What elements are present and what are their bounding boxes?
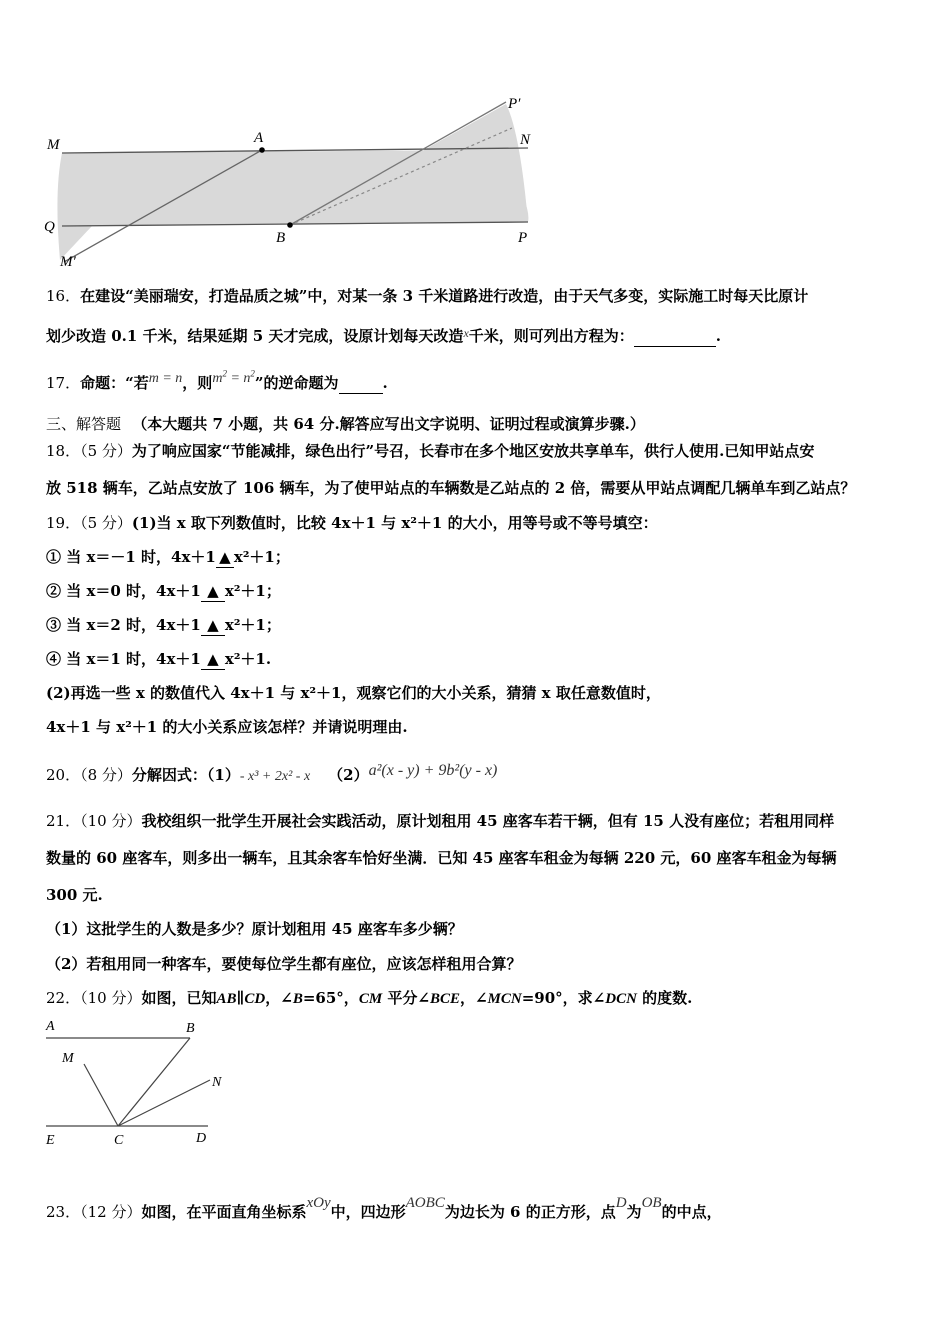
- q20-label: 分解因式：: [131, 766, 207, 784]
- q21-sub1-text: （1）这批学生的人数是多少？原计划租用 45 座客车多少辆？: [46, 920, 463, 938]
- q21-text-3: 300 元.: [46, 886, 103, 904]
- q23-math-aobc: AOBC: [405, 1195, 445, 1211]
- q17-end: .: [382, 374, 388, 392]
- label-n: N: [212, 1075, 222, 1090]
- q23-score: （12 分）: [80, 1203, 142, 1221]
- q22-score: （10 分）: [80, 989, 142, 1007]
- q21-text-1: 我校组织一批学生开展社会实践活动，原计划租用 45 座客车若干辆，但有 15 人没有座位；若租用同样: [141, 812, 835, 830]
- label-q: Q: [44, 219, 55, 235]
- q23-math-ob: OB: [641, 1195, 662, 1211]
- label-a: A: [254, 130, 264, 146]
- q20-expr2: a²(x - y) + 9b²(y - x): [368, 762, 498, 779]
- q16-line1: [46, 286, 910, 306]
- q23-line: 23．（12 分）如图，在平面直角坐标系xOy中，四边形AOBC为边长为 6 的正方形，点D为OB的中点，: [46, 1195, 722, 1221]
- q16-text-2b: 千米，则可列出方程为：: [468, 327, 634, 345]
- q19-blank-1[interactable]: ▲: [216, 547, 234, 568]
- q16-text-2a: 划少改造 0.1 千米，结果延期 5 天才完成，设原计划每天改造: [46, 327, 464, 345]
- q21-line3: [46, 885, 910, 905]
- q19-text-1: (1)当 x 取下列数值时，比较 4x＋1 与 x²＋1 的大小，用等号或不等号填空：: [131, 514, 658, 532]
- q18-line1: [46, 441, 910, 461]
- q20-part1: （1）: [206, 766, 240, 784]
- q20-expr1: - x³ + 2x² - x: [239, 769, 311, 784]
- point-a: [259, 147, 265, 153]
- figure-rotation-diagram: [40, 92, 550, 274]
- q20-number: 20．: [46, 766, 81, 784]
- point-b: [287, 222, 293, 228]
- q21-line2: [46, 848, 910, 868]
- q18-score: （5 分）: [80, 442, 132, 460]
- q21-sub1: [46, 919, 910, 939]
- q19-line2: [46, 683, 910, 703]
- section3-note: （本大题共 7 小题，共 64 分.解答应写出文字说明、证明过程或演算步骤.）: [132, 415, 645, 433]
- segment-cn: [118, 1080, 210, 1126]
- label-b: B: [276, 230, 286, 246]
- q21-score: （10 分）: [80, 812, 142, 830]
- q16-text-1: 在建设“美丽瑞安，打造品质之城”中，对某一条 3 千米道路进行改造，由于天气多变，实际施工时每天比原计: [80, 287, 809, 305]
- q18-line2: [46, 478, 910, 498]
- q19-item-1: ① 当 x＝－1 时，4x＋1 ▲ x²＋1；: [46, 548, 290, 566]
- q23-number: 23．: [46, 1203, 81, 1221]
- segment-cm: [84, 1064, 118, 1126]
- label-m: M: [47, 137, 60, 153]
- section3-title: 三、解答题: [46, 415, 122, 433]
- label-d: D: [196, 1131, 207, 1146]
- q20-part2: （2）: [328, 766, 369, 784]
- q17-math-m2-eq-n2: $m^2 = n^2$: [212, 368, 255, 386]
- q20-line: [46, 761, 910, 787]
- q16-line2: [46, 323, 910, 347]
- q17-number: 17．: [46, 374, 81, 392]
- q17-pre: 命题：“若: [80, 374, 149, 392]
- q22-number: 22．: [46, 989, 81, 1007]
- segment-cb: [118, 1038, 190, 1126]
- q19-blank-4[interactable]: ▲: [201, 649, 225, 670]
- label-n: N: [520, 132, 531, 148]
- q16-answer-blank[interactable]: [634, 326, 716, 347]
- q17-post: ”的逆命题为: [254, 374, 339, 392]
- q21-number: 21．: [46, 812, 81, 830]
- q19-item-2: ② 当 x＝0 时，4x＋1 ▲ x²＋1；: [46, 582, 281, 600]
- q20-score: （8 分）: [80, 766, 132, 784]
- q18-number: 18．: [46, 442, 81, 460]
- q19-blank-3[interactable]: ▲: [201, 615, 225, 636]
- q18-text-2: 放 518 辆车，乙站点安放了 106 辆车，为了使甲站点的车辆数是乙站点的 2 倍，需要从甲站点调配几辆单车到乙站点？: [46, 479, 856, 497]
- q19-blank-2[interactable]: ▲: [201, 581, 225, 602]
- q19-line3: [46, 717, 910, 737]
- section3-heading: [46, 414, 910, 434]
- label-a: A: [46, 1019, 55, 1034]
- q21-sub2: [46, 954, 910, 974]
- q21-sub2-text: （2）若租用同一种客车，要使每位学生都有座位，应该怎样租用合算？: [46, 955, 522, 973]
- q16-var-x: x: [463, 326, 469, 340]
- label-p-prime: P′: [508, 96, 521, 112]
- q23-math-d: D: [615, 1195, 627, 1211]
- q23-math-xoy: xOy: [306, 1195, 331, 1211]
- label-c: C: [114, 1133, 124, 1148]
- label-m: M: [62, 1051, 74, 1066]
- label-p: P: [518, 230, 528, 246]
- q16-end: .: [715, 327, 722, 345]
- label-e: E: [46, 1133, 55, 1148]
- q16-number: 16．: [46, 287, 81, 305]
- q19-item-4: ④ 当 x＝1 时，4x＋1 ▲ x²＋1.: [46, 650, 272, 668]
- q21-text-2: 数量的 60 座客车，则多出一辆车，且其余客车恰好坐满．已知 45 座客车租金为每辆 220 元，60 座客车租金为每辆: [46, 849, 837, 867]
- q17-mid: ，则: [182, 374, 213, 392]
- q22-line: 22．（10 分）如图，已知AB∥CD，∠B=65°，CM 平分∠BCE，∠MCN=90°，求∠DCN 的度数.: [46, 989, 693, 1007]
- figure-parallel-lines-diagram: [40, 1014, 240, 1154]
- q17-math-m-eq-n: m = n: [148, 371, 183, 386]
- q17-line: [46, 369, 910, 394]
- label-m-prime: M′: [60, 254, 76, 270]
- label-b: B: [186, 1021, 195, 1036]
- q18-text-1: 为了响应国家“节能减排，绿色出行”号召，长春市在多个地区安放共享单车，供行人使用.已知甲站点安: [131, 442, 815, 460]
- q19-text-3: 4x＋1 与 x²＋1 的大小关系应该怎样？并请说明理由.: [46, 718, 408, 736]
- q19-score: （5 分）: [80, 514, 132, 532]
- q19-item-3: ③ 当 x＝2 时，4x＋1 ▲ x²＋1；: [46, 616, 281, 634]
- q21-line1: [46, 811, 910, 831]
- q19-number: 19．: [46, 514, 81, 532]
- q19-text-2: (2)再选一些 x 的数值代入 4x＋1 与 x²＋1，观察它们的大小关系，猜猜 x 取任意数值时，: [46, 684, 661, 702]
- q17-answer-blank[interactable]: [339, 373, 383, 394]
- q19-line1: [46, 513, 910, 533]
